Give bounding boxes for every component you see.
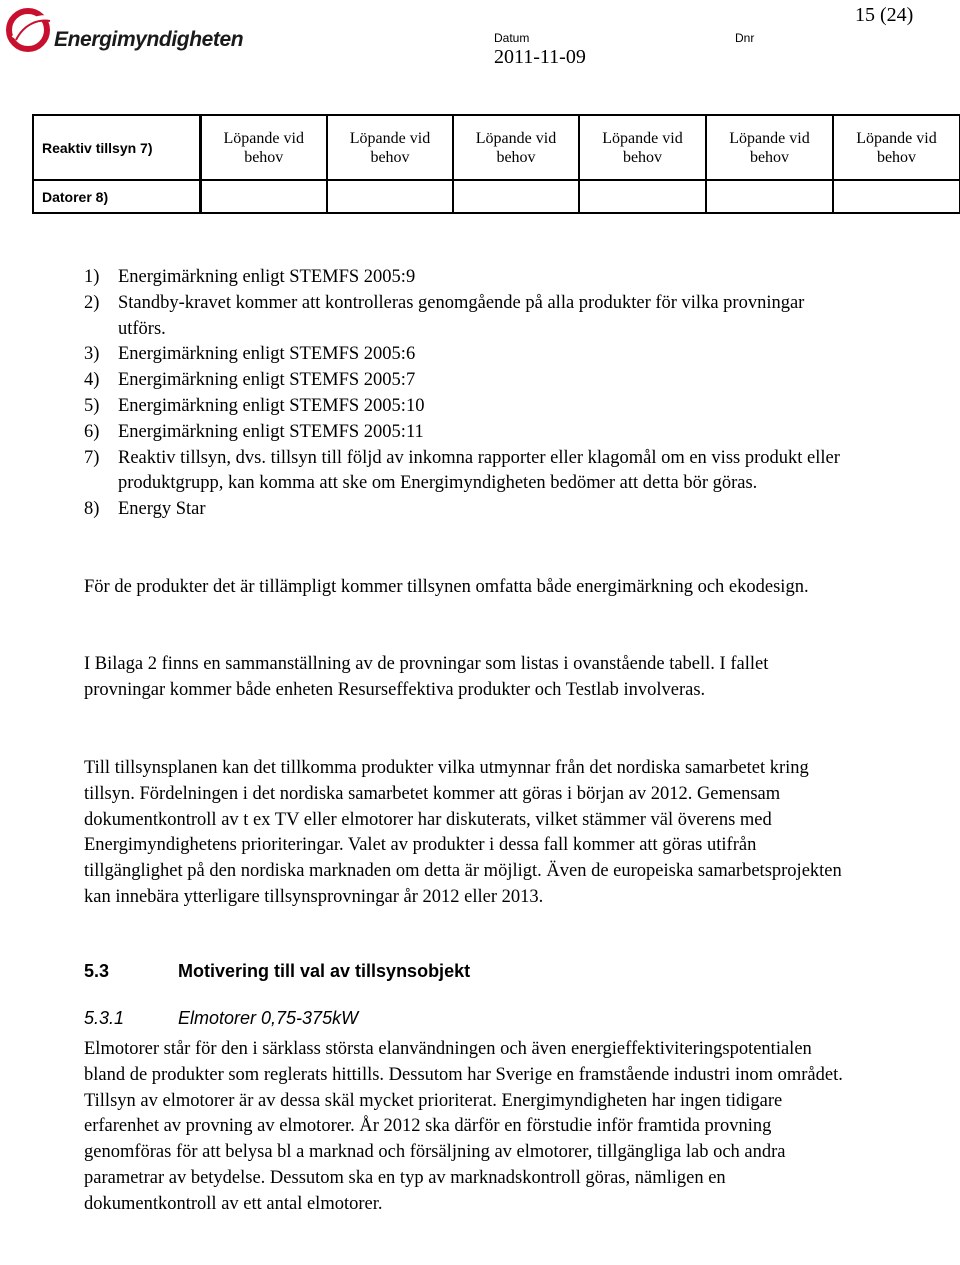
table-cell: Löpande vid behov xyxy=(579,115,706,180)
datum-label: Datum xyxy=(494,31,530,45)
table-cell xyxy=(833,180,960,213)
row-label: Reaktiv tillsyn 7) xyxy=(33,115,200,180)
table-cell: Löpande vid behov xyxy=(706,115,833,180)
footnote xyxy=(84,446,844,498)
section-heading xyxy=(84,961,470,982)
page-number: 15 (24) xyxy=(855,4,914,26)
footnote xyxy=(84,497,844,523)
footnote-number: 3) xyxy=(84,344,100,365)
table-row xyxy=(33,115,960,180)
footnote xyxy=(84,342,844,368)
dnr-label: Dnr xyxy=(735,31,755,45)
footnote-number: 5) xyxy=(84,395,100,416)
footnote xyxy=(84,420,844,446)
footnote-text: Energy Star xyxy=(118,499,206,520)
footnote-number: 2) xyxy=(84,292,100,313)
table-footnotes xyxy=(84,265,844,523)
table-row xyxy=(33,180,960,213)
datum-value: 2011-11-09 xyxy=(494,46,586,68)
footnote-text: Energimärkning enligt STEMFS 2005:9 xyxy=(118,267,416,287)
energimyndigheten-logo xyxy=(4,4,244,56)
body-paragraph: I Bilaga 2 finns en sammanställning av de provningar som listas i ovanstående tabell. I fallet provningar kommer både enheten Resurseffektiva produkter och Testlab involveras. xyxy=(84,654,769,700)
tillsyn-table xyxy=(32,114,960,214)
table-cell: Löpande vid behov xyxy=(200,115,327,180)
footnote xyxy=(84,394,844,420)
footnote-number: 4) xyxy=(84,370,100,391)
footnote-number: 7) xyxy=(84,447,100,468)
footnote-text: Energimärkning enligt STEMFS 2005:10 xyxy=(118,395,425,416)
subsection-number: 5.3.1 xyxy=(84,1008,125,1028)
subsection-body: Elmotorer står för den i särklass största elanvändningen och även energieffektiviteringspotentialen bland de produkter som reglerats hittills. Dessutom har Sverige en framstående industri inom området. Tillsyn av elmotorer är av dessa skäl mycket prioriterat. Energimyndigheten har ingen tidigare erfarenhet av provning av elmotorer. År 2012 ska därför en förstudie inför framtida provning genomföras för att belysa bl a marknad och försäljning av elmotorer, tillgängliga lab och andra parametrar av betydelse. Dessutom ska en typ av marknadskontroll göras, nämligen en dokumentkontroll av ett antal elmotorer. xyxy=(84,1039,843,1214)
table-cell: Löpande vid behov xyxy=(453,115,579,180)
footnote xyxy=(84,368,844,394)
footnote-text: Energimärkning enligt STEMFS 2005:6 xyxy=(118,344,416,365)
section-number: 5.3 xyxy=(84,961,110,981)
footnote-number: 8) xyxy=(84,499,100,520)
table-cell: Löpande vid behov xyxy=(327,115,453,180)
section-title: Motivering till val av tillsynsobjekt xyxy=(178,961,471,981)
subsection-title: Elmotorer 0,75-375kW xyxy=(178,1008,359,1028)
table-cell: Löpande vid behov xyxy=(833,115,960,180)
footnote-number: 6) xyxy=(84,421,100,442)
table-cell xyxy=(453,180,579,213)
table-cell xyxy=(200,180,327,213)
footnote-text: Standby-kravet kommer att kontrolleras genomgående på alla produkter för vilka provningar utförs. xyxy=(118,292,805,339)
subsection-heading xyxy=(84,1008,358,1029)
footnote xyxy=(84,291,844,343)
footnote-number: 1) xyxy=(84,267,100,287)
table-cell xyxy=(706,180,833,213)
table-cell xyxy=(327,180,453,213)
footnote xyxy=(84,265,844,291)
footnote-text: Energimärkning enligt STEMFS 2005:11 xyxy=(118,421,424,442)
footnote-text: Reaktiv tillsyn, dvs. tillsyn till följd av inkomna rapporter eller klagomål om en viss produkt eller produktgrupp, kan komma att ske om Energimyndigheten bedömer att detta bör göras. xyxy=(118,447,840,494)
row-label: Datorer 8) xyxy=(33,180,200,213)
table-cell xyxy=(579,180,706,213)
logo-swirl-icon xyxy=(4,4,54,56)
logo-wordmark: Energimyndigheten xyxy=(54,28,244,51)
footnote-text: Energimärkning enligt STEMFS 2005:7 xyxy=(118,370,416,391)
body-paragraph: För de produkter det är tillämpligt kommer tillsynen omfatta både energimärkning och ekodesign. xyxy=(84,577,809,597)
body-paragraph: Till tillsynsplanen kan det tillkomma produkter vilka utmynnar från det nordiska samarbetet kring tillsyn. Fördelningen i det nordiska samarbetet kommer att göras i början av 2012. Gemensam dokumentkontroll av t ex TV eller elmotorer har diskuterats, vilket stämmer väl överens med Energimyndighetens prioriteringar. Valet av produkter i dessa fall kommer att göras utifrån tillgänglighet på den nordiska marknaden om detta är möjligt. Även de europeiska samarbetsprojekten kan innebära ytterligare tillsynsprovningar år 2012 eller 2013. xyxy=(84,758,842,907)
